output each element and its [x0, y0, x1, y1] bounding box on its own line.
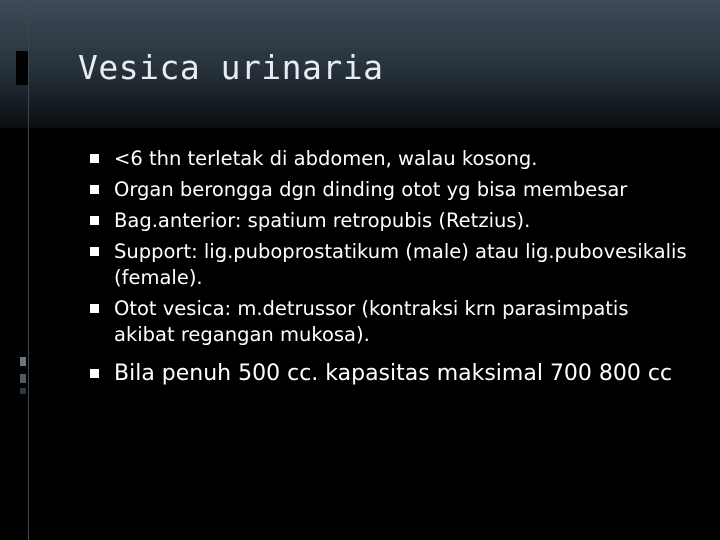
bullet-item — [90, 208, 690, 234]
square-bullet-icon — [90, 154, 99, 163]
square-bullet-icon — [90, 216, 99, 225]
title-accent-block — [16, 51, 28, 85]
bullet-item — [90, 296, 690, 348]
bullet-text: Organ berongga dgn dinding otot yg bisa membesar — [114, 178, 628, 201]
bullet-item-large — [90, 358, 690, 389]
square-bullet-icon — [90, 185, 99, 194]
bullet-text: <6 thn terletak di abdomen, walau kosong. — [114, 147, 538, 170]
square-bullet-icon — [90, 304, 99, 313]
left-rule-line — [28, 0, 29, 540]
bullet-item — [90, 146, 690, 172]
bullet-item — [90, 239, 690, 291]
bullet-list — [90, 146, 690, 394]
square-bullet-icon — [90, 247, 99, 256]
accent-square-3 — [20, 388, 26, 394]
bullet-text: Otot vesica: m.detrussor (kontraksi krn parasimpatis akibat regangan mukosa). — [114, 297, 629, 346]
bullet-text: Bag.anterior: spatium retropubis (Retzius). — [114, 209, 531, 232]
accent-square-2 — [20, 374, 26, 383]
square-bullet-icon — [90, 369, 99, 378]
accent-square-1 — [20, 357, 26, 366]
slide-title: Vesica urinaria — [78, 48, 384, 87]
bullet-text: Bila penuh 500 cc. kapasitas maksimal 700 800 cc — [114, 361, 673, 386]
bullet-text: Support: lig.puboprostatikum (male) atau lig.pubovesikalis (female). — [114, 240, 687, 289]
bullet-item — [90, 177, 690, 203]
